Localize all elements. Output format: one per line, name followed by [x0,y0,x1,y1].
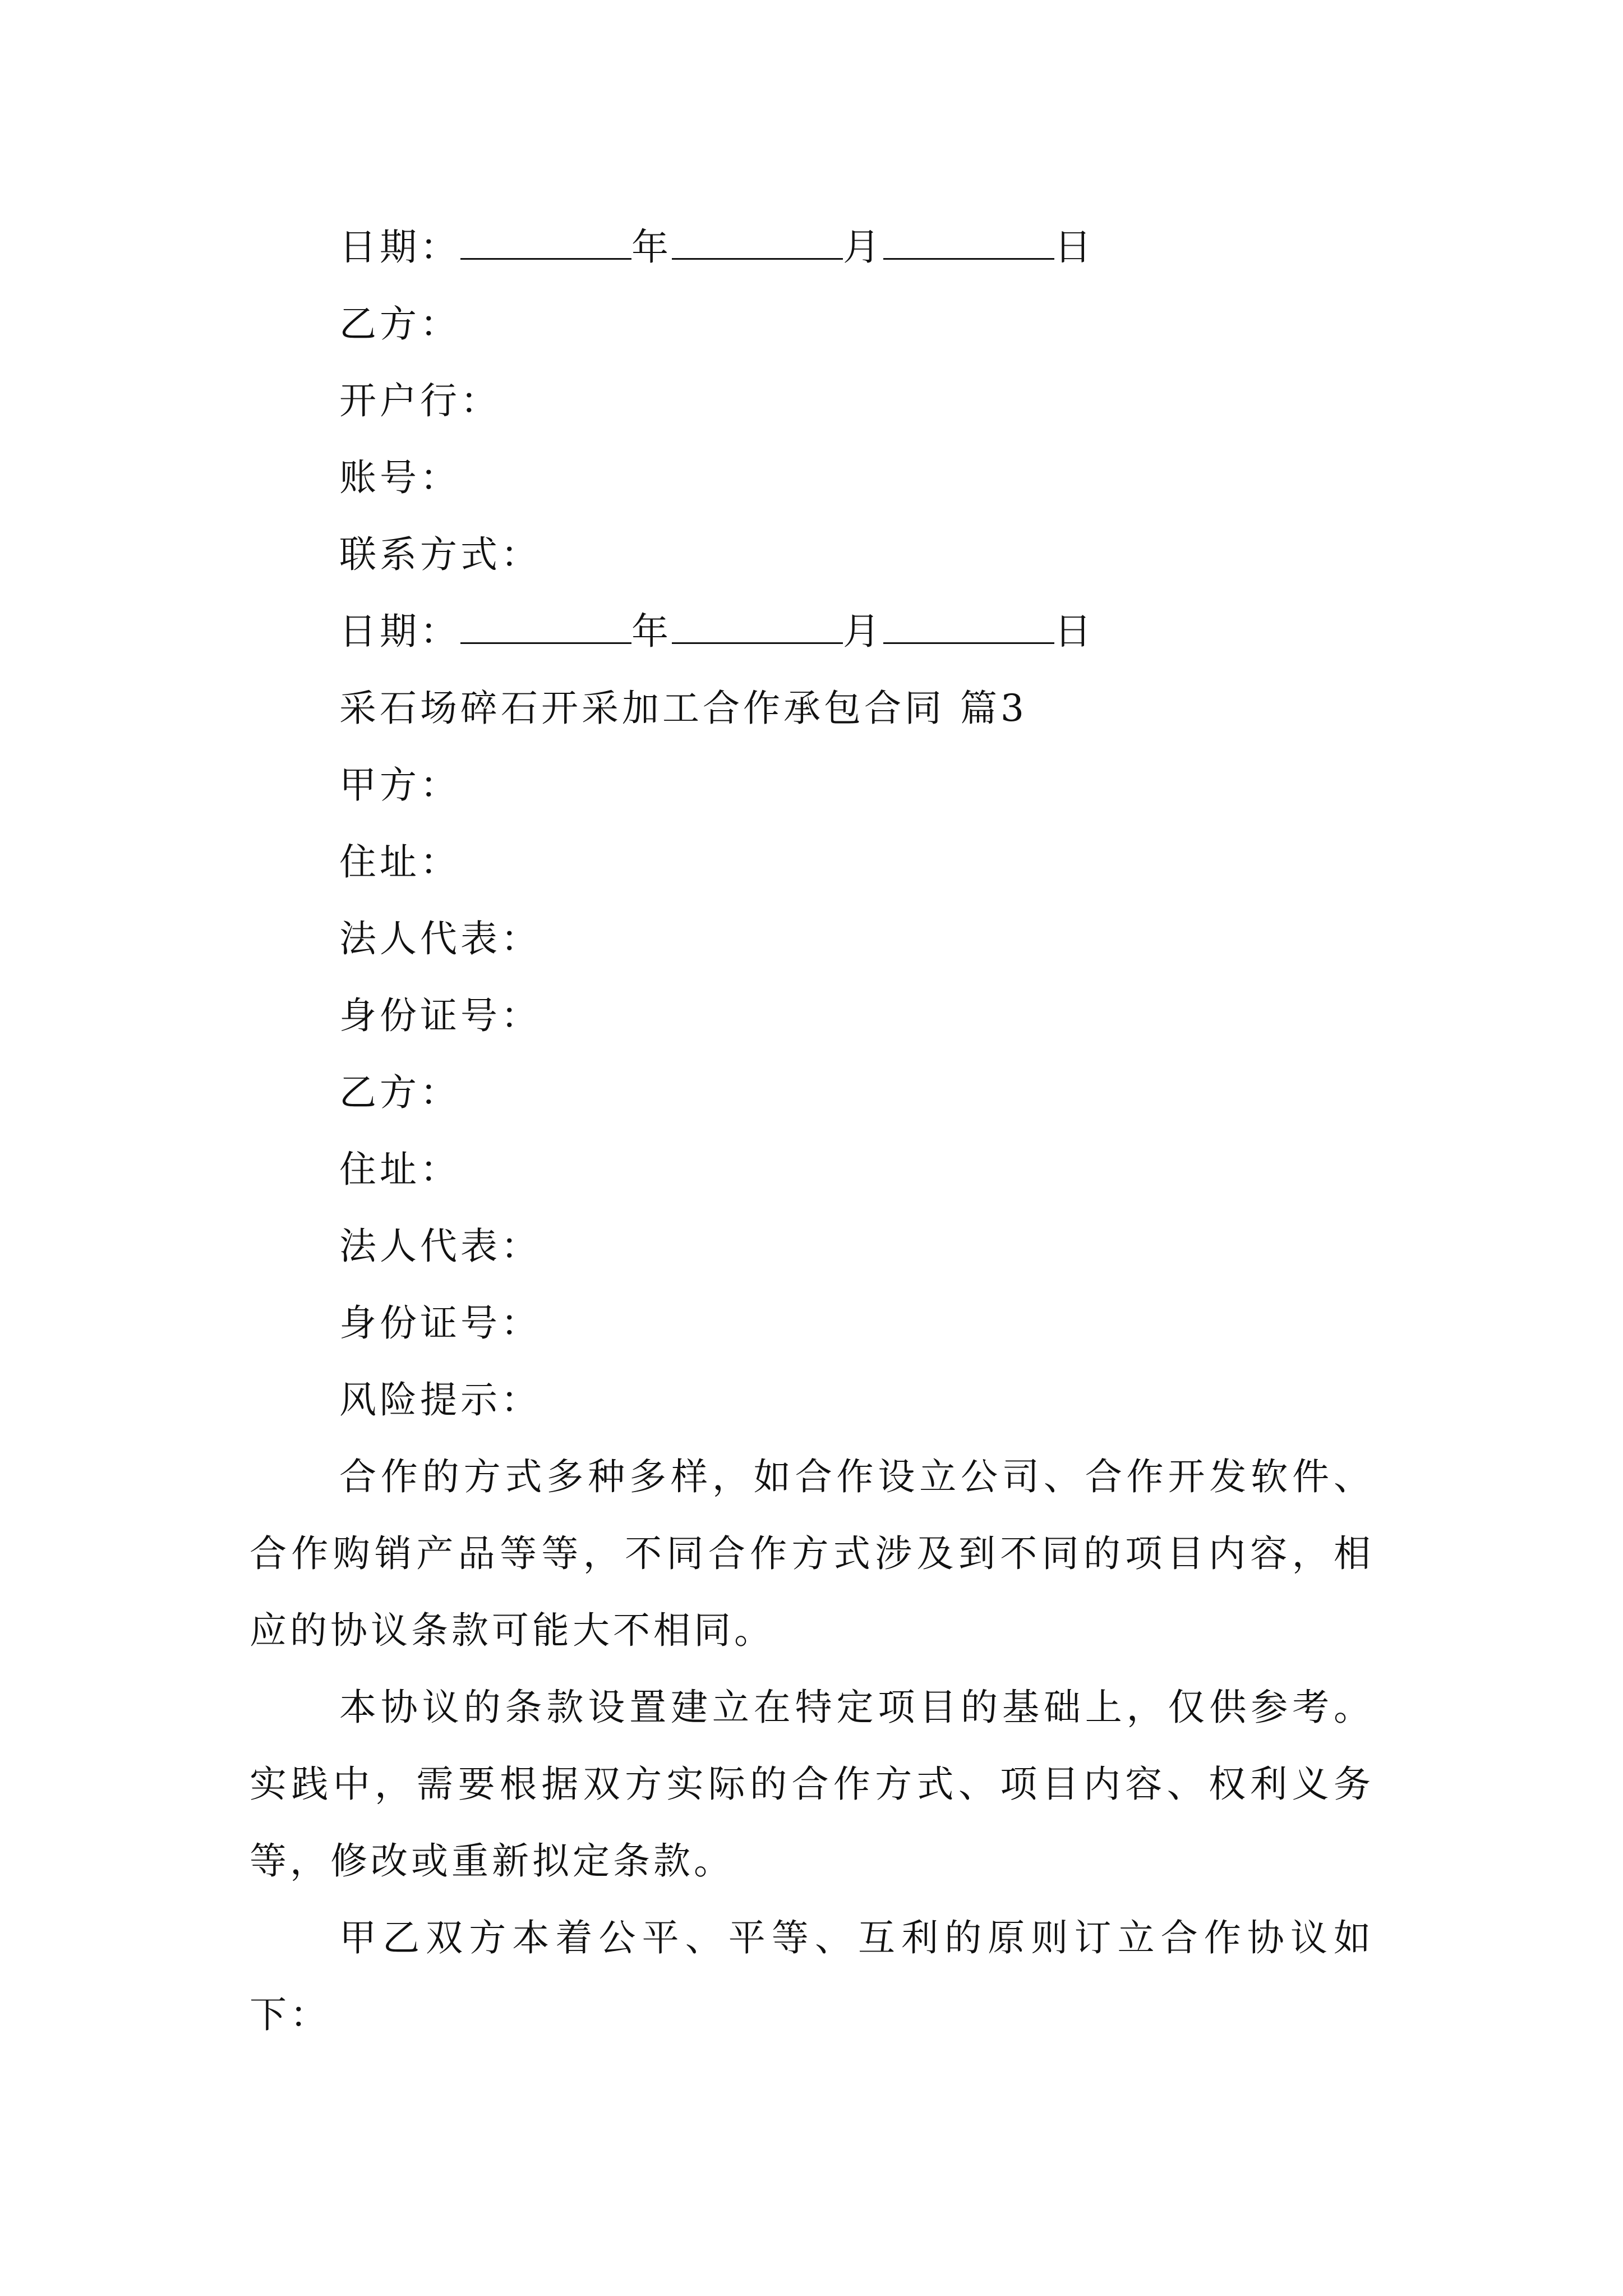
party-b-label: 乙方： [339,302,460,346]
year-blank [460,226,631,260]
date-label: 日期： [339,610,460,653]
account-label: 账号： [339,456,460,499]
party-b-address-label: 住址： [339,1148,460,1191]
party-b-legal-rep-label: 法人代表： [339,1225,541,1268]
party-b-label-2: 乙方： [339,1071,460,1114]
day-label: 日 [1054,226,1095,269]
party-b-id-label: 身份证号： [339,1301,541,1345]
month-label: 月 [843,610,883,653]
party-a-id-label: 身份证号： [339,994,541,1037]
party-a-address-label: 住址： [339,840,460,884]
paragraph-reference-note: 本协议的条款设置建立在特定项目的基础上，仅供参考。实践中，需要根据双方实际的合作方式、项目内容、权利义务等，修改或重新拟定条款。 [250,1686,1374,1883]
day-blank [883,226,1054,260]
party-a-label: 甲方： [339,763,460,807]
paragraph-agreement-intro: 甲乙双方本着公平、平等、互利的原则订立合作协议如下： [250,1916,1374,2036]
month-label: 月 [843,226,883,269]
contact-label: 联系方式： [339,533,541,576]
bank-label: 开户行： [339,379,501,422]
year-blank [460,610,631,644]
party-a-legal-rep-label: 法人代表： [339,917,541,960]
risk-heading: 风险提示： [339,1378,541,1421]
day-label: 日 [1054,610,1095,653]
month-blank [672,610,843,644]
date-label: 日期： [339,226,460,269]
contract-title: 采石场碎石开采加工合作承包合同 篇3 [339,687,1027,730]
day-blank [883,610,1054,644]
year-label: 年 [631,610,672,653]
document-body [250,209,1374,2053]
date-line-1 [250,209,1374,286]
paragraph-cooperation-methods: 合作的方式多种多样，如合作设立公司、合作开发软件、合作购销产品等等，不同合作方式涉及到不同的项目内容，相应的协议条款可能大不相同。 [250,1455,1374,1652]
month-blank [672,226,843,260]
year-label: 年 [631,226,672,269]
date-line-2 [250,593,1374,670]
